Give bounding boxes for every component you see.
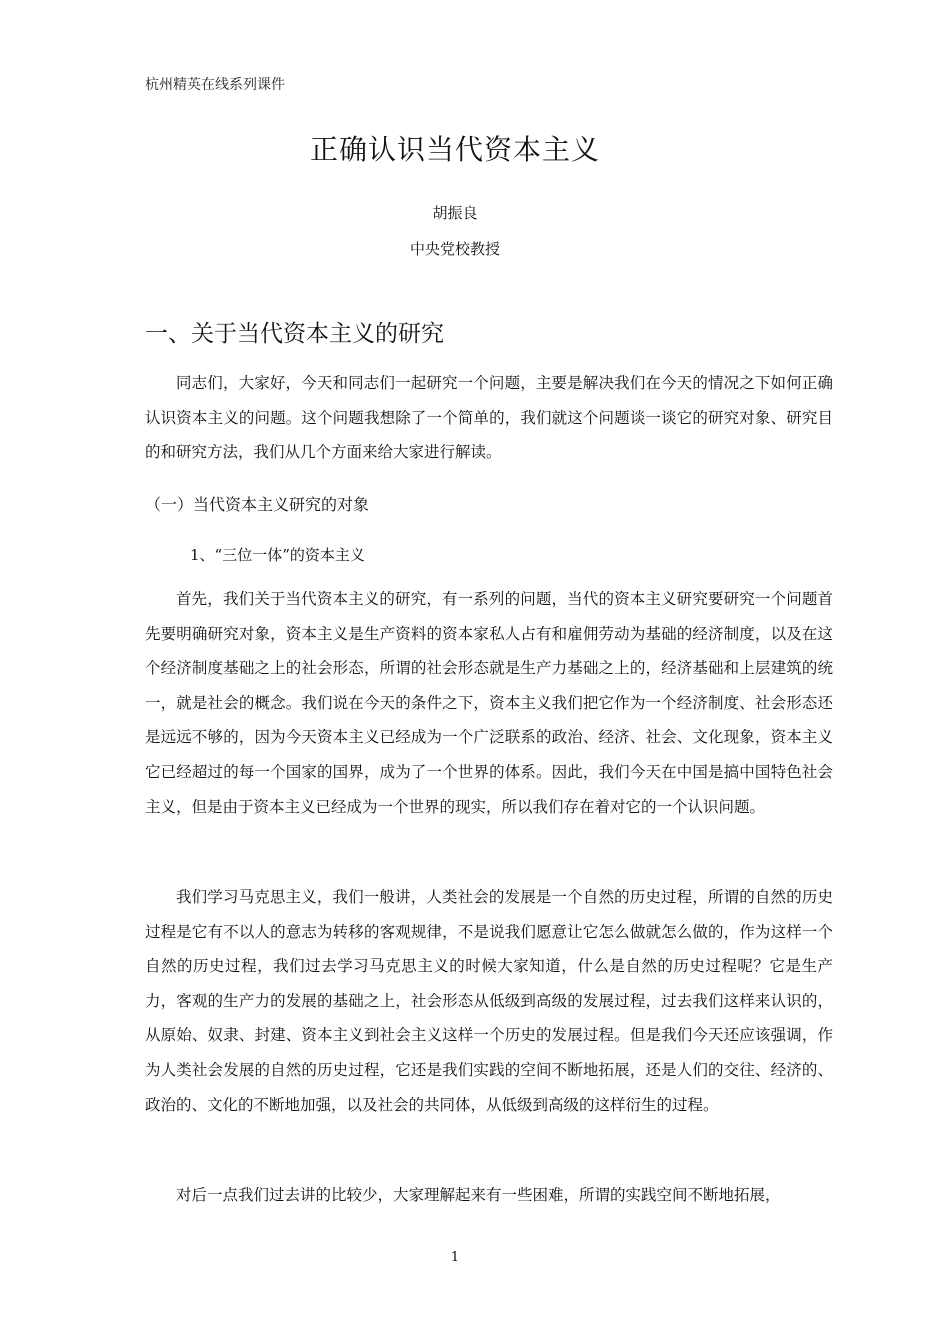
body-paragraph-2: 首先，我们关于当代资本主义的研究，有一系列的问题，当代的资本主义研究要研究一个问题首先要明确研究对象，资本主义是生产资料的资本家私人占有和雇佣劳动为基础的经济制度，以及在这个经济制度基础之上的社会形态，所谓的社会形态就是生产力基础之上的，经济基础和上层建筑的统一，就是社会的概念。我们说在今天的条件之下，资本主义我们把它作为一个经济制度、社会形态还是远远不够的，因为今天资本主义已经成为一个广泛联系的政治、经济、社会、文化现象，资本主义它已经超过的每一个国家的国界，成为了一个世界的体系。因此，我们今天在中国是搞中国特色社会主义，但是由于资本主义已经成为一个世界的现实，所以我们存在着对它的一个认识问题。 — [145, 590, 833, 816]
running-header: 杭州精英在线系列课件 — [145, 77, 285, 93]
body-paragraph-3: 我们学习马克思主义，我们一般讲，人类社会的发展是一个自然的历史过程，所谓的自然的历史过程是它有不以人的意志为转移的客观规律，不是说我们愿意让它怎么做就怎么做的，作为这样一个自然的历史过程，我们过去学习马克思主义的时候大家知道，什么是自然的历史过程呢？它是生产力，客观的生产力的发展的基础之上，社会形态从低级到高级的发展过程，过去我们这样来认识的，从原始、奴隶、封建、资本主义到社会主义这样一个历史的发展过程。但是我们今天还应该强调，作为人类社会发展的自然的历史过程，它还是我们实践的空间不断地拓展，还是人们的交往、经济的、政治的、文化的不断地加强，以及社会的共同体，从低级到高级的这样衍生的过程。 — [145, 888, 833, 1114]
document-title: 正确认识当代资本主义 — [309, 133, 600, 166]
subsubsection-heading: 1、“三位一体”的资本主义 — [190, 546, 365, 564]
page-number: 1 — [450, 1250, 460, 1265]
section-heading: 一、关于当代资本主义的研究 — [145, 321, 444, 347]
subsection-heading: （一）当代资本主义研究的对象 — [145, 495, 370, 514]
body-paragraph-4: 对后一点我们过去讲的比较少，大家理解起来有一些困难，所谓的实践空间不断地拓展， — [176, 1186, 781, 1204]
body-paragraph-1: 同志们，大家好，今天和同志们一起研究一个问题，主要是解决我们在今天的情况之下如何正确认识资本主义的问题。这个问题我想除了一个简单的，我们就这个问题谈一谈它的研究对象、研究目的和研究方法，我们从几个方面来给大家进行解读。 — [145, 374, 833, 462]
author-name: 胡振良 — [432, 204, 478, 222]
author-affiliation: 中央党校教授 — [409, 240, 500, 258]
